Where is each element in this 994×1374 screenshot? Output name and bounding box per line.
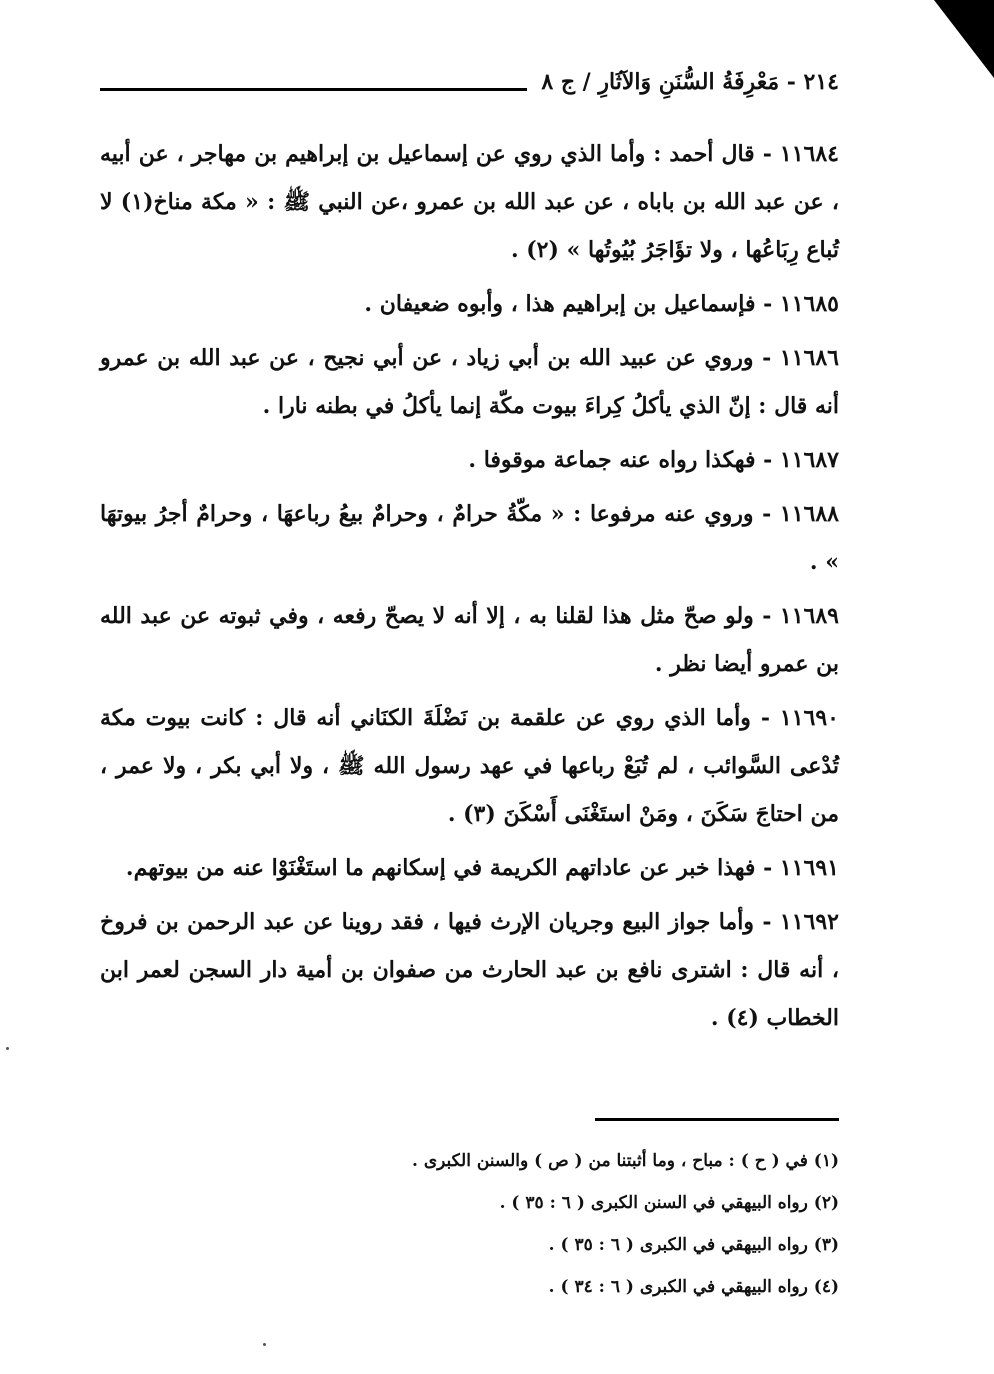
running-header: ٢١٤ - مَعْرِفَةُ السُّنَنِ وَالآثَارِ / ج ٨	[541, 69, 839, 95]
paragraph-11688: ١١٦٨٨ - وروي عنه مرفوعا : « مكّةُ حرامٌ ، وحرامٌ بيعُ رباعهَا ، وحرامٌ أجرُ بيوتهَا » .	[100, 501, 839, 575]
scan-speck	[263, 1343, 266, 1346]
paragraph-11684: ١١٦٨٤ - قال أحمد : وأما الذي روي عن إسماعيل بن إبراهيم بن مهاجر ، عن أبيه ، عن عبد الله بن باباه ، عن عبد الله بن عمرو ،عن النبي ﷺ : « مكة مناخ(١) لا تُباع رِبَاعُها ، ولا تؤَاجَرُ بُيُوتُها » (٢) .	[100, 141, 839, 263]
scan-speck	[6, 1047, 9, 1050]
paragraph-11685: ١١٦٨٥ - فإسماعيل بن إبراهيم هذا ، وأبوه ضعيفان .	[364, 291, 839, 317]
paragraph-11690: ١١٦٩٠ - وأما الذي روي عن علقمة بن نَضْلَةَ الكنَاني أنه قال : كانت بيوت مكة تُدْعى السَّوائب ، لم تُبَعْ رباعها في عهد رسول الله ﷺ ، ولا أبي بكر ، ولا عمر ، من احتاجَ سَكَنَ ، ومَنْ استَغْنَى أَسْكَنَ (٣) .	[100, 705, 839, 827]
paragraph-11686: ١١٦٨٦ - وروي عن عبيد الله بن أبي زياد ، عن أبي نجيح ، عن عبد الله بن عمرو أنه قال : إنّ الذي يأكلُ كِراءَ بيوت مكّة إنما يأكلُ في بطنه نارا .	[100, 345, 839, 419]
paragraph-11689: ١١٦٨٩ - ولو صحّ مثل هذا لقلنا به ، إلا أنه لا يصحّ رفعه ، وفي ثبوته عن عبد الله بن عمرو أيضا نظر .	[100, 603, 839, 677]
footnote-4: (٤) رواه البيهقي في الكبرى ( ٦ : ٣٤ ) .	[548, 1277, 839, 1297]
paragraph-11687: ١١٦٨٧ - فهكذا رواه عنه جماعة موقوفا .	[468, 447, 839, 473]
footnote-3: (٣) رواه البيهقي في الكبرى ( ٦ : ٣٥ ) .	[548, 1235, 839, 1255]
footnote-2: (٢) رواه البيهقي في السنن الكبرى ( ٦ : ٣٥ ) .	[499, 1193, 839, 1213]
paragraph-11691: ١١٦٩١ - فهذا خبر عن عاداتهم الكريمة في إسكانهم ما استَغْنَوْا عنه من بيوتهم.	[125, 855, 839, 881]
page-corner-mark	[934, 0, 994, 78]
footnote-separator	[595, 1118, 839, 1121]
footnote-1: (١) في ( ح ) : مباح ، وما أثبتنا من ( ص ) والسنن الكبرى .	[411, 1151, 839, 1171]
page-header	[100, 62, 839, 102]
header-rule	[100, 88, 527, 91]
paragraph-11692: ١١٦٩٢ - وأما جواز البيع وجريان الإرث فيها ، فقد روينا عن عبد الرحمن بن فروخ ، أنه قال : اشترى نافع بن عبد الحارث من صفوان بن أمية دار السجن لعمر ابن الخطاب (٤) .	[100, 909, 839, 1031]
main-text	[100, 130, 839, 1048]
footnotes	[100, 1140, 839, 1308]
